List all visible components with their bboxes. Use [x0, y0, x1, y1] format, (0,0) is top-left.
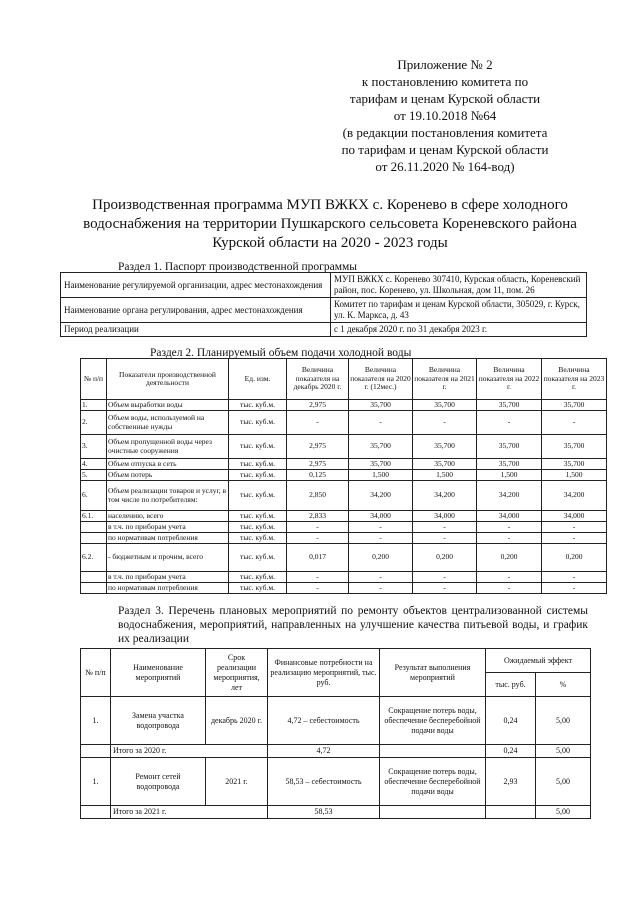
row-unit: тыс. куб.м. [229, 583, 287, 594]
row-name: Объем реализации товаров и услуг, в том числе по потребителям: [107, 481, 229, 511]
row-name: в т.ч. по приборам учета [107, 572, 229, 583]
row-number [81, 533, 107, 544]
appendix-line: от 19.10.2018 №64 [393, 108, 497, 123]
row-unit: тыс. куб.м. [229, 572, 287, 583]
row-number: 1. [81, 758, 111, 806]
row-number: 6. [81, 481, 107, 511]
value-cell: - [413, 533, 477, 544]
row-name: Объем пропущенной воды через очистные сооружения [107, 435, 229, 459]
value-cell: - [477, 533, 542, 544]
section2-heading: Раздел 2. Планируемый объем подачи холодной воды [150, 347, 412, 359]
column-header: Величина показателя на 2020 г. (12мес.) [349, 359, 413, 400]
row-name: Объем выработки воды [107, 400, 229, 411]
row-number: 1. [81, 400, 107, 411]
value-cell: 35,700 [542, 435, 607, 459]
table-row [81, 522, 607, 533]
value-cell: - [542, 583, 607, 594]
appendix-header [300, 56, 590, 175]
table-row [81, 459, 607, 470]
table-row [81, 533, 607, 544]
row-number: 1. [81, 697, 111, 745]
value-cell: 0,017 [287, 544, 349, 572]
value-cell: 0,200 [477, 544, 542, 572]
total-finance: 4,72 [268, 745, 380, 758]
row-name: населению, всего [107, 511, 229, 522]
total-rub: 0,24 [486, 745, 536, 758]
value-cell: - [287, 583, 349, 594]
column-header: Показатели производственной деятельности [107, 359, 229, 400]
passport-value: с 1 декабря 2020 г. по 31 декабря 2023 г. [331, 323, 587, 337]
value-cell: 34,200 [542, 481, 607, 511]
measure-name: Ремонт сетей водопровода [111, 758, 206, 806]
value-cell: 35,700 [413, 400, 477, 411]
total-label: Итого за 2020 г. [111, 745, 268, 758]
total-rub [486, 806, 536, 819]
row-name: в т.ч. по приборам учета [107, 522, 229, 533]
passport-table [60, 272, 587, 337]
column-header: тыс. руб. [486, 673, 536, 697]
value-cell: 35,700 [349, 459, 413, 470]
document-title: Производственная программа МУП ВЖКХ с. Коренево в сфере холодного водоснабжения на территории Пушкарского сельсовета Кореневского района Курской области на 2020 - 2023 годы [83, 197, 577, 251]
value-cell: - [287, 411, 349, 435]
value-cell: 34,000 [349, 511, 413, 522]
table-row [81, 511, 607, 522]
table-row [81, 400, 607, 411]
row-name: по нормативам потребления [107, 533, 229, 544]
value-cell: 34,000 [542, 511, 607, 522]
column-header: Величина показателя на 2023 г. [542, 359, 607, 400]
value-cell: - [287, 572, 349, 583]
value-cell: 34,200 [349, 481, 413, 511]
measure-term: декабрь 2020 г. [206, 697, 268, 745]
table-row [81, 697, 591, 745]
value-cell: - [349, 583, 413, 594]
effect-pct: 5,00 [536, 697, 591, 745]
value-cell: - [413, 522, 477, 533]
effect-rub: 0,24 [486, 697, 536, 745]
table-row [81, 435, 607, 459]
value-cell: - [542, 411, 607, 435]
appendix-line: по тарифам и ценам Курской области [341, 142, 549, 157]
table-row [81, 758, 591, 806]
row-name: - бюджетным и прочим, всего [107, 544, 229, 572]
water-volume-table [80, 358, 607, 594]
value-cell: 2,975 [287, 435, 349, 459]
passport-value: Комитет по тарифам и ценам Курской области, 305029, г. Курск, ул. К. Маркса, д. 43 [331, 298, 587, 323]
value-cell: 35,700 [542, 400, 607, 411]
appendix-line: Приложение № 2 [397, 57, 493, 72]
total-pct: 5,00 [536, 806, 591, 819]
row-number: 3. [81, 435, 107, 459]
row-unit: тыс. куб.м. [229, 522, 287, 533]
value-cell: 0,200 [413, 544, 477, 572]
table-row [61, 298, 587, 323]
passport-value: МУП ВЖКХ с. Коренево 307410, Курская область, Кореневский район, пос. Коренево, ул. Школьная, дом 11, пом. 26 [331, 273, 587, 298]
appendix-line: (в редакции постановления комитета [342, 125, 548, 140]
value-cell: 0,200 [349, 544, 413, 572]
row-unit: тыс. куб.м. [229, 435, 287, 459]
row-unit: тыс. куб.м. [229, 544, 287, 572]
value-cell: - [413, 583, 477, 594]
table-row [61, 273, 587, 298]
column-header: % [536, 673, 591, 697]
value-cell: 35,700 [477, 400, 542, 411]
column-header: № п/п [81, 359, 107, 400]
column-header: Величина показателя на 2021 г. [413, 359, 477, 400]
value-cell: - [477, 583, 542, 594]
effect-rub: 2,93 [486, 758, 536, 806]
row-unit: тыс. куб.м. [229, 400, 287, 411]
value-cell: 35,700 [349, 435, 413, 459]
column-header: Ожидаемый эффект [486, 649, 591, 673]
passport-label: Наименование регулируемой организации, адрес местонахождения [61, 273, 331, 298]
measure-finance: 58,53 – себестоимость [268, 758, 380, 806]
value-cell: - [349, 572, 413, 583]
value-cell: - [287, 522, 349, 533]
passport-label: Период реализации [61, 323, 331, 337]
value-cell: - [542, 533, 607, 544]
value-cell: 35,700 [413, 435, 477, 459]
effect-pct: 5,00 [536, 758, 591, 806]
measure-term: 2021 г. [206, 758, 268, 806]
value-cell: - [477, 411, 542, 435]
row-unit: тыс. куб.м. [229, 511, 287, 522]
column-header: Результат выполнения мероприятий [380, 649, 486, 697]
row-number: 2. [81, 411, 107, 435]
value-cell: 0,125 [287, 470, 349, 481]
table-header-row [81, 649, 591, 673]
row-number: 4. [81, 459, 107, 470]
row-unit: тыс. куб.м. [229, 481, 287, 511]
row-number [81, 583, 107, 594]
total-label: Итого за 2021 г. [111, 806, 268, 819]
value-cell: - [349, 522, 413, 533]
row-number: 6.1. [81, 511, 107, 522]
table-row [81, 544, 607, 572]
row-name: Объем воды, используемой на собственные нужды [107, 411, 229, 435]
value-cell: 2,833 [287, 511, 349, 522]
table-row [81, 411, 607, 435]
value-cell: - [413, 572, 477, 583]
column-header: Величина показателя на 2022 г. [477, 359, 542, 400]
value-cell: 34,200 [477, 481, 542, 511]
measure-result: Сокращение потерь воды, обеспечение бесперебойной подачи воды [380, 697, 486, 745]
value-cell: 35,700 [477, 435, 542, 459]
value-cell: 0,200 [542, 544, 607, 572]
appendix-line: тарифам и ценам Курской области [349, 91, 541, 106]
column-header: Финансовые потребности на реализацию мероприятий, тыс. руб. [268, 649, 380, 697]
measure-result: Сокращение потерь воды, обеспечение бесперебойной подачи воды [380, 758, 486, 806]
value-cell: 2,975 [287, 400, 349, 411]
appendix-line: от 26.11.2020 № 164-вод) [375, 159, 515, 174]
value-cell: - [477, 572, 542, 583]
section3-heading: Раздел 3. Перечень плановых мероприятий по ремонту объектов централизованной системы водоснабжения, мероприятий, направленных на улучшение качества питьевой воды, и график их реализации [118, 605, 588, 645]
column-header: № п/п [81, 649, 111, 697]
value-cell: 1,500 [413, 470, 477, 481]
total-finance: 58,53 [268, 806, 380, 819]
column-header: Срок реализации мероприятия, лет [206, 649, 268, 697]
value-cell: 35,700 [542, 459, 607, 470]
value-cell: - [542, 522, 607, 533]
value-cell: 2,850 [287, 481, 349, 511]
row-number [81, 522, 107, 533]
row-name: по нормативам потребления [107, 583, 229, 594]
row-name: Объем отпуска в сеть [107, 459, 229, 470]
row-number: 6.2. [81, 544, 107, 572]
table-row [81, 481, 607, 511]
table-row [81, 745, 591, 758]
total-pct: 5,00 [536, 745, 591, 758]
row-name: Объем потерь [107, 470, 229, 481]
value-cell: - [349, 411, 413, 435]
table-row [81, 470, 607, 481]
value-cell: 35,700 [349, 400, 413, 411]
row-unit: тыс. куб.м. [229, 459, 287, 470]
value-cell: 1,500 [542, 470, 607, 481]
table-row [61, 323, 587, 337]
value-cell: 35,700 [477, 459, 542, 470]
measure-name: Замена участка водопровода [111, 697, 206, 745]
column-header: Величина показателя на декабрь 2020 г. [287, 359, 349, 400]
measures-table [80, 648, 591, 819]
column-header: Ед. изм. [229, 359, 287, 400]
value-cell: - [413, 411, 477, 435]
row-number [81, 572, 107, 583]
value-cell: - [349, 533, 413, 544]
table-row [81, 572, 607, 583]
row-unit: тыс. куб.м. [229, 411, 287, 435]
table-row [81, 806, 591, 819]
passport-label: Наименование органа регулирования, адрес местонахождения [61, 298, 331, 323]
value-cell: 35,700 [413, 459, 477, 470]
table-header-row [81, 359, 607, 400]
value-cell: 2,975 [287, 459, 349, 470]
row-unit: тыс. куб.м. [229, 470, 287, 481]
value-cell: 34,000 [477, 511, 542, 522]
value-cell: 34,200 [413, 481, 477, 511]
appendix-line: к постановлению комитета по [361, 74, 529, 89]
table-row [81, 583, 607, 594]
column-header: Наименование мероприятий [111, 649, 206, 697]
value-cell: - [542, 572, 607, 583]
value-cell: 34,000 [413, 511, 477, 522]
measure-finance: 4,72 – себестоимость [268, 697, 380, 745]
value-cell: 1,500 [349, 470, 413, 481]
value-cell: 1,500 [477, 470, 542, 481]
value-cell: - [477, 522, 542, 533]
section1-heading: Раздел 1. Паспорт производственной программы [118, 261, 357, 273]
value-cell: - [287, 533, 349, 544]
row-unit: тыс. куб.м. [229, 533, 287, 544]
row-number: 5. [81, 470, 107, 481]
